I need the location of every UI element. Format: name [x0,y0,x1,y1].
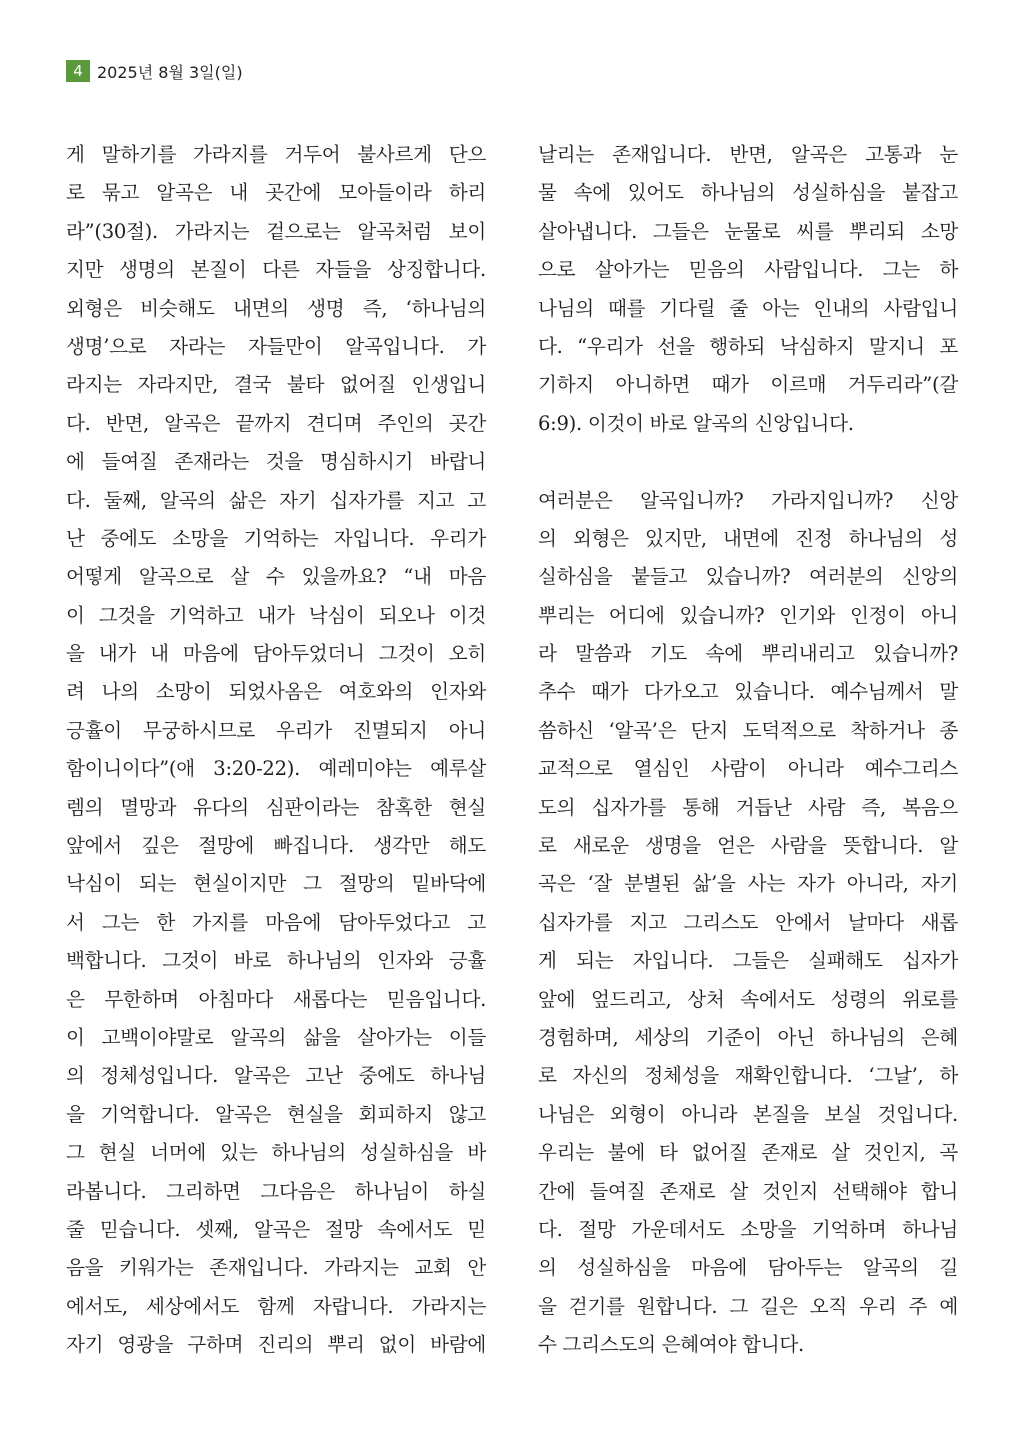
left-column [66,136,486,1365]
text-line: 추수 때가 다가오고 있습니다. 예수님께서 말 [538,680,958,704]
text-line: 여러분은 알곡입니까? 가라지입니까? 신앙 [538,488,958,512]
text-line: 앞에서 깊은 절망에 빠집니다. 생각만 해도 [66,834,486,858]
text-line: 난 중에도 소망을 기억하는 자입니다. 우리가 [66,526,486,550]
text-line: 라 말씀과 기도 속에 뿌리내리고 있습니까? [538,642,958,666]
text-line: 십자가를 지고 그리스도 안에서 날마다 새롭 [538,910,958,934]
text-line: 생명’으로 자라는 자들만이 알곡입니다. 가 [66,334,486,358]
text-line: 씀하신 ‘알곡’은 단지 도덕적으로 착하거나 종 [538,718,958,742]
text-line: 줄 믿습니다. 셋째, 알곡은 절망 속에서도 믿 [66,1217,486,1241]
paragraph-gap [538,443,958,481]
text-line: 이 고백이야말로 알곡의 삶을 살아가는 이들 [66,1025,486,1049]
text-line: 라지는 자라지만, 결국 불타 없어질 인생입니 [66,373,486,397]
text-line: 렘의 멸망과 유다의 심판이라는 참혹한 현실 [66,795,486,819]
text-line: 수 그리스도의 은혜여야 합니다. [538,1333,804,1357]
text-line: 이 그것을 기억하고 내가 낙심이 되오나 이것 [66,603,486,627]
text-line: 의 정체성입니다. 알곡은 고난 중에도 하나님 [66,1064,486,1088]
text-line: 을 내가 내 마음에 담아두었더니 그것이 오히 [66,642,486,666]
text-line: 으로 살아가는 믿음의 사람입니다. 그는 하 [538,258,958,282]
text-line: 경험하며, 세상의 기준이 아닌 하나님의 은혜 [538,1025,958,1049]
text-line: 우리는 불에 타 없어질 존재로 살 것인지, 곡 [538,1141,958,1165]
text-line: 음을 키워가는 존재입니다. 가라지는 교회 안 [66,1256,486,1280]
text-line: 을 걷기를 원합니다. 그 길은 오직 우리 주 예 [538,1294,958,1318]
text-line: 에 들여질 존재라는 것을 명심하시기 바랍니 [66,450,486,474]
text-line: 실하심을 붙들고 있습니까? 여러분의 신앙의 [538,565,958,589]
text-line: 서 그는 한 가지를 마음에 담아두었다고 고 [66,910,486,934]
text-line: 다. 둘째, 알곡의 삶은 자기 십자가를 지고 고 [66,488,486,512]
text-line: 나님의 때를 기다릴 줄 아는 인내의 사람입니 [538,296,958,320]
text-line: 다. 절망 가운데서도 소망을 기억하며 하나님 [538,1217,958,1241]
text-line: 도의 십자가를 통해 거듭난 사람 즉, 복음으 [538,795,958,819]
text-line: 날리는 존재입니다. 반면, 알곡은 고통과 눈 [538,143,958,166]
text-line: 지만 생명의 본질이 다른 자들을 상징합니다. [66,258,486,282]
text-line: 물 속에 있어도 하나님의 성실하심을 붙잡고 [538,181,958,205]
text-line: 낙심이 되는 현실이지만 그 절망의 밑바닥에 [66,872,486,896]
text-line: 긍휼이 무궁하시므로 우리가 진멸되지 아니 [66,718,486,742]
text-line: 백합니다. 그것이 바로 하나님의 인자와 긍휼 [66,949,486,973]
text-line: 나님은 외형이 아니라 본질을 보실 것입니다. [538,1102,958,1126]
text-line: 려 나의 소망이 되었사옴은 여호와의 인자와 [66,680,486,704]
text-line: 다. “우리가 선을 행하되 낙심하지 말지니 포 [538,334,958,358]
text-line: 기하지 아니하면 때가 이르매 거두리라”(갈 [538,373,958,397]
text-line: 로 새로운 생명을 얻은 사람을 뜻합니다. 알 [538,834,958,858]
text-line: 어떻게 알곡으로 살 수 있을까요? “내 마음 [66,565,486,589]
text-line: 살아냅니다. 그들은 눈물로 씨를 뿌리되 소망 [538,219,958,243]
page-number: 4 [66,60,90,82]
text-line: 은 무한하며 아침마다 새롭다는 믿음입니다. [66,987,486,1011]
text-line: 을 기억합니다. 알곡은 현실을 회피하지 않고 [66,1102,486,1126]
text-line: 자기 영광을 구하며 진리의 뿌리 없이 바람에 [66,1333,486,1357]
text-line: 교적으로 열심인 사람이 아니라 예수그리스 [538,757,958,781]
text-line: 의 성실하심을 마음에 담아두는 알곡의 길 [538,1256,958,1280]
text-line: 게 말하기를 가라지를 거두어 불사르게 단으 [66,143,486,166]
issue-date: 2025년 8월 3일(일) [97,62,243,82]
text-line: 간에 들여질 존재로 살 것인지 선택해야 합니 [538,1179,958,1203]
text-line: 로 묶고 알곡은 내 곳간에 모아들이라 하리 [66,181,486,205]
text-line: 다. 반면, 알곡은 끝까지 견디며 주인의 곳간 [66,411,486,435]
text-line: 에서도, 세상에서도 함께 자랍니다. 가라지는 [66,1294,486,1318]
text-line: 곡은 ‘잘 분별된 삶’을 사는 자가 아니라, 자기 [538,872,958,896]
text-line: 의 외형은 있지만, 내면에 진정 하나님의 성 [538,526,958,550]
text-line: 라봅니다. 그리하면 그다음은 하나님이 하실 [66,1179,486,1203]
text-line: 외형은 비슷해도 내면의 생명 즉, ‘하나님의 [66,296,486,320]
text-line: 라”(30절). 가라지는 겉으로는 알곡처럼 보이 [66,219,486,243]
page-header [66,60,243,82]
text-line: 로 자신의 정체성을 재확인합니다. ‘그날’, 하 [538,1064,958,1088]
text-line: 뿌리는 어디에 있습니까? 인기와 인정이 아니 [538,603,958,627]
text-line: 6:9). 이것이 바로 알곡의 신앙입니다. [538,411,854,435]
text-line: 그 현실 너머에 있는 하나님의 성실하심을 바 [66,1141,486,1165]
text-line: 게 되는 자입니다. 그들은 실패해도 십자가 [538,949,958,973]
right-column [538,136,958,1365]
text-line: 앞에 엎드리고, 상처 속에서도 성령의 위로를 [538,987,958,1011]
text-line: 함이니이다”(애 3:20-22). 예레미야는 예루살 [66,757,486,781]
